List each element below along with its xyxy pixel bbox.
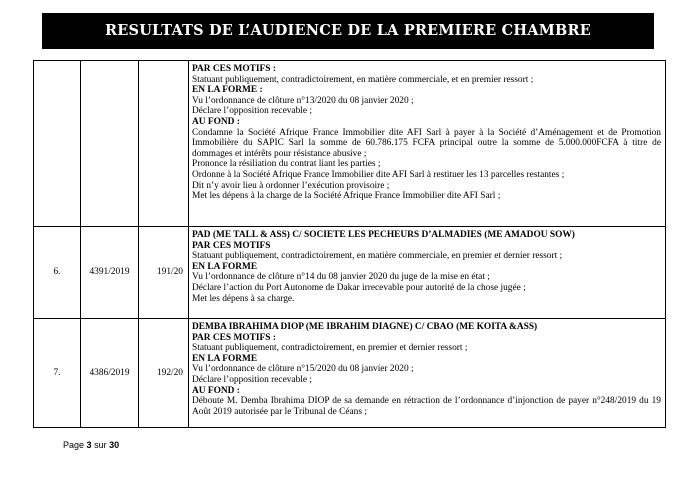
decision-line: Prononce la résiliation du contrat liant les parties ;: [192, 159, 381, 170]
page-word: Page: [63, 440, 85, 450]
decision-text: [189, 61, 666, 227]
results-table-body: [34, 61, 666, 428]
decision-text: [189, 319, 666, 428]
sur-word: sur: [94, 440, 107, 450]
rg-number: 4391/2019: [81, 227, 139, 319]
section-heading: PAD (ME TALL & ASS) C/ SOCIETE LES PECHEURS D’ALMADIES (ME AMADOU SOW): [192, 230, 575, 240]
rg-number: 4386/2019: [81, 319, 139, 428]
section-heading: AU FOND :: [192, 385, 240, 396]
judgment-number: [139, 61, 189, 227]
decision-line: Déclare l’opposition recevable ;: [192, 106, 312, 117]
case-number: [34, 61, 81, 227]
case-number: 6.: [34, 227, 81, 319]
decision-line: Statuant publiquement, contradictoirement, en premier et dernier ressort ;: [192, 343, 468, 354]
judgment-number: 192/20: [139, 319, 189, 428]
decision-line: Met les dépens à la charge de la Société Afrique France Immobilier dite AFI Sarl ;: [192, 191, 501, 202]
decision-line: Ordonne à la Société Afrique France Immobilier dite AFI Sarl à restituer les 13 parcelles restantes ;: [192, 169, 565, 180]
decision-line: Vu l’ordonnance de clôture n°14 du 08 janvier 2020 du juge de la mise en état ;: [192, 272, 490, 283]
section-heading: AU FOND :: [192, 116, 240, 127]
section-heading: EN LA FORME: [192, 261, 258, 272]
section-heading: EN LA FORME: [192, 353, 258, 364]
table-row: [34, 319, 666, 428]
decision-line: Déboute M. Demba Ibrahima DIOP de sa demande en rétraction de l’ordonnance d’injonction de payer n°248/2019 du 19 Août 2019 autorisée par le Tribunal de Céans ;: [192, 396, 661, 417]
decision-line: Statuant publiquement, contradictoirement, en matière commerciale, et en premier ressort ;: [192, 74, 534, 85]
section-heading: PAR CES MOTIFS :: [192, 332, 276, 343]
page-number: 3: [86, 440, 92, 450]
decision-line: Statuant publiquement, contradictoirement, en matière commerciale, en premier et dernier ressort ;: [192, 251, 563, 262]
table-row: [34, 227, 666, 319]
judgment-number: 191/20: [139, 227, 189, 319]
section-heading: EN LA FORME :: [192, 85, 263, 96]
rg-number: [81, 61, 139, 227]
table-row: [34, 61, 666, 227]
results-table: [33, 60, 666, 428]
decision-line: Met les dépens à sa charge.: [192, 293, 295, 304]
case-number: 7.: [34, 319, 81, 428]
decision-line: Condamne la Société Afrique France Immobilier dite AFI Sarl à payer à la Société d’Aménagement et de Promotion Immobilière du SAPIC Sarl la somme de 60.786.175 FCFA principal outre la somme de 5.000.000FCFA à titre de dommages et intérêts pour résistance abusive ;: [192, 127, 661, 159]
section-heading: PAR CES MOTIFS: [192, 240, 271, 251]
decision-text: [189, 227, 666, 319]
page-total: 30: [109, 440, 120, 450]
page-title: RESULTATS DE L’AUDIENCE DE LA PREMIERE CHAMBRE: [42, 13, 654, 49]
decision-line: Vu l’ordonnance de clôture n°13/2020 du 08 janvier 2020 ;: [192, 95, 414, 106]
decision-line: Déclare l’opposition recevable ;: [192, 374, 312, 385]
decision-line: Dit n’y avoir lieu à ordonner l’exécution provisoire ;: [192, 180, 390, 191]
section-heading: DEMBA IBRAHIMA DIOP (ME IBRAHIM DIAGNE) C/ CBAO (ME KOITA &ASS): [192, 322, 538, 332]
decision-line: Déclare l’action du Port Autonome de Dakar irrecevable pour autorité de la chose jugée ;: [192, 282, 526, 293]
section-heading: PAR CES MOTIFS :: [192, 64, 276, 74]
page-footer: [63, 440, 119, 450]
decision-line: Vu l’ordonnance de clôture n°15/2020 du 08 janvier 2020 ;: [192, 364, 414, 375]
